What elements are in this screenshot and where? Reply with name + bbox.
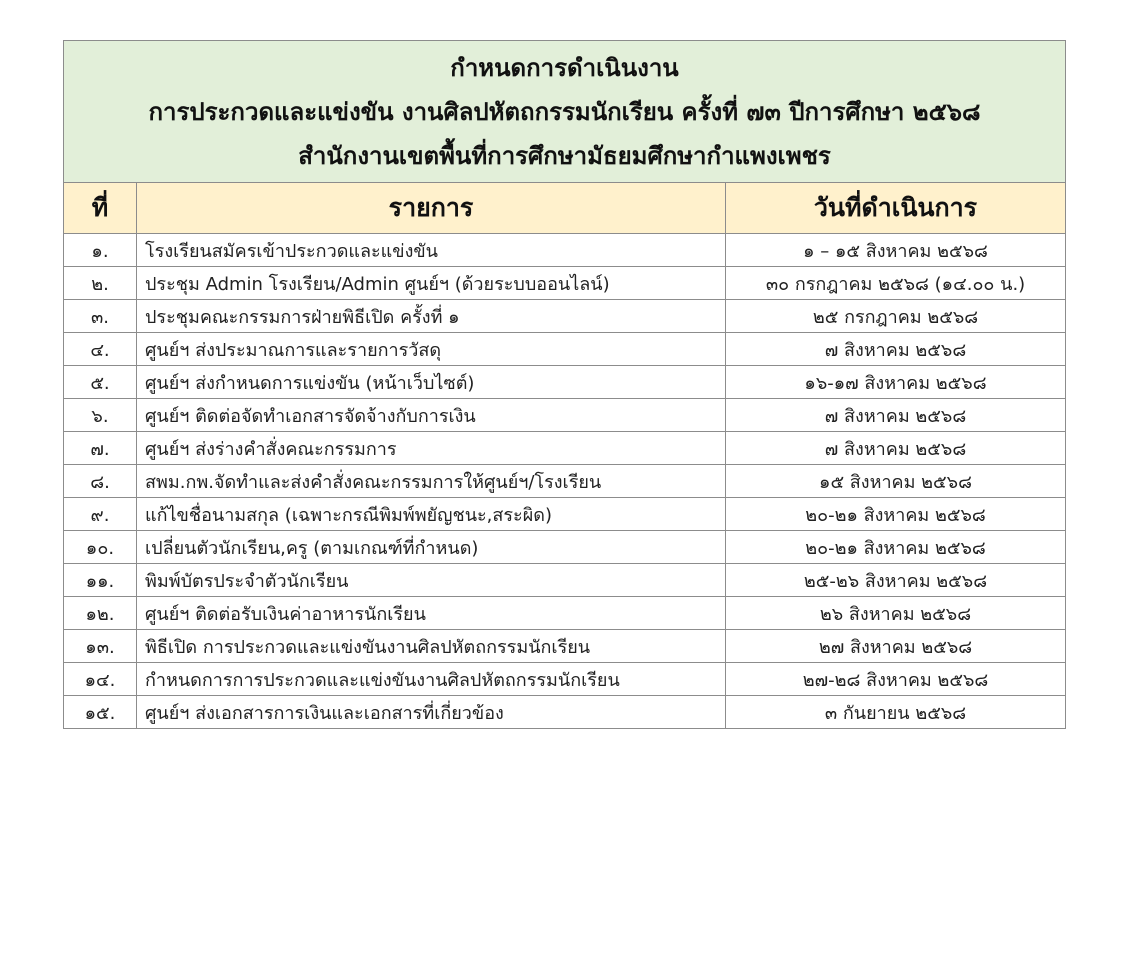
table-row bbox=[64, 630, 1066, 663]
row-number: ๑๕. bbox=[64, 696, 137, 729]
row-item: พิมพ์บัตรประจำตัวนักเรียน bbox=[137, 564, 726, 597]
document-title bbox=[64, 41, 1066, 183]
row-number: ๔. bbox=[64, 333, 137, 366]
row-item: ศูนย์ฯ ส่งร่างคำสั่งคณะกรรมการ bbox=[137, 432, 726, 465]
row-item: พิธีเปิด การประกวดและแข่งขันงานศิลปหัตถกรรมนักเรียน bbox=[137, 630, 726, 663]
row-number: ๕. bbox=[64, 366, 137, 399]
schedule-table bbox=[63, 40, 1066, 729]
row-date: ๗ สิงหาคม ๒๕๖๘ bbox=[726, 399, 1066, 432]
column-header-date: วันที่ดำเนินการ bbox=[726, 183, 1066, 234]
row-date: ๒๖ สิงหาคม ๒๕๖๘ bbox=[726, 597, 1066, 630]
row-date: ๗ สิงหาคม ๒๕๖๘ bbox=[726, 432, 1066, 465]
row-item: สพม.กพ.จัดทำและส่งคำสั่งคณะกรรมการให้ศูนย์ฯ/โรงเรียน bbox=[137, 465, 726, 498]
table-row bbox=[64, 366, 1066, 399]
row-number: ๗. bbox=[64, 432, 137, 465]
table-row bbox=[64, 564, 1066, 597]
row-number: ๑. bbox=[64, 234, 137, 267]
row-date: ๑ – ๑๕ สิงหาคม ๒๕๖๘ bbox=[726, 234, 1066, 267]
row-number: ๓. bbox=[64, 300, 137, 333]
schedule-body bbox=[64, 234, 1066, 729]
row-date: ๒๕ กรกฎาคม ๒๕๖๘ bbox=[726, 300, 1066, 333]
column-header-no: ที่ bbox=[64, 183, 137, 234]
row-item: ศูนย์ฯ ติดต่อรับเงินค่าอาหารนักเรียน bbox=[137, 597, 726, 630]
title-row bbox=[64, 41, 1066, 183]
row-date: ๒๕-๒๖ สิงหาคม ๒๕๖๘ bbox=[726, 564, 1066, 597]
title-line-2: การประกวดและแข่งขัน งานศิลปหัตถกรรมนักเรียน ครั้งที่ ๗๓ ปีการศึกษา ๒๕๖๘ bbox=[148, 97, 981, 126]
row-item: แก้ไขชื่อนามสกุล (เฉพาะกรณีพิมพ์พยัญชนะ,สระผิด) bbox=[137, 498, 726, 531]
column-header-row bbox=[64, 183, 1066, 234]
row-item: ศูนย์ฯ ส่งประมาณการและรายการวัสดุ bbox=[137, 333, 726, 366]
table-row bbox=[64, 300, 1066, 333]
table-row bbox=[64, 333, 1066, 366]
row-number: ๑๒. bbox=[64, 597, 137, 630]
table-row bbox=[64, 234, 1066, 267]
row-number: ๘. bbox=[64, 465, 137, 498]
table-row bbox=[64, 465, 1066, 498]
row-item: เปลี่ยนตัวนักเรียน,ครู (ตามเกณฑ์ที่กำหนด) bbox=[137, 531, 726, 564]
row-item: ศูนย์ฯ ส่งกำหนดการแข่งขัน (หน้าเว็บไซต์) bbox=[137, 366, 726, 399]
row-date: ๒๐-๒๑ สิงหาคม ๒๕๖๘ bbox=[726, 531, 1066, 564]
row-number: ๑๔. bbox=[64, 663, 137, 696]
title-line-1: กำหนดการดำเนินงาน bbox=[450, 53, 679, 82]
table-row bbox=[64, 498, 1066, 531]
row-item: ประชุมคณะกรรมการฝ่ายพิธีเปิด ครั้งที่ ๑ bbox=[137, 300, 726, 333]
row-date: ๑๖-๑๗ สิงหาคม ๒๕๖๘ bbox=[726, 366, 1066, 399]
row-date: ๑๕ สิงหาคม ๒๕๖๘ bbox=[726, 465, 1066, 498]
row-item: โรงเรียนสมัครเข้าประกวดและแข่งขัน bbox=[137, 234, 726, 267]
row-number: ๙. bbox=[64, 498, 137, 531]
row-item: ศูนย์ฯ ส่งเอกสารการเงินและเอกสารที่เกี่ยวข้อง bbox=[137, 696, 726, 729]
table-row bbox=[64, 663, 1066, 696]
row-number: ๒. bbox=[64, 267, 137, 300]
row-number: ๑๑. bbox=[64, 564, 137, 597]
row-date: ๓ กันยายน ๒๕๖๘ bbox=[726, 696, 1066, 729]
table-row bbox=[64, 696, 1066, 729]
row-number: ๑๓. bbox=[64, 630, 137, 663]
row-item: ศูนย์ฯ ติดต่อจัดทำเอกสารจัดจ้างกับการเงิน bbox=[137, 399, 726, 432]
row-number: ๖. bbox=[64, 399, 137, 432]
row-date: ๒๐-๒๑ สิงหาคม ๒๕๖๘ bbox=[726, 498, 1066, 531]
row-item: กำหนดการการประกวดและแข่งขันงานศิลปหัตถกรรมนักเรียน bbox=[137, 663, 726, 696]
column-header-item: รายการ bbox=[137, 183, 726, 234]
table-row bbox=[64, 531, 1066, 564]
row-date: ๗ สิงหาคม ๒๕๖๘ bbox=[726, 333, 1066, 366]
row-date: ๒๗-๒๘ สิงหาคม ๒๕๖๘ bbox=[726, 663, 1066, 696]
table-row bbox=[64, 597, 1066, 630]
row-date: ๒๗ สิงหาคม ๒๕๖๘ bbox=[726, 630, 1066, 663]
row-date: ๓๐ กรกฎาคม ๒๕๖๘ (๑๔.๐๐ น.) bbox=[726, 267, 1066, 300]
title-line-3: สำนักงานเขตพื้นที่การศึกษามัธยมศึกษากำแพงเพชร bbox=[298, 141, 831, 170]
row-number: ๑๐. bbox=[64, 531, 137, 564]
table-row bbox=[64, 399, 1066, 432]
table-row bbox=[64, 432, 1066, 465]
table-row bbox=[64, 267, 1066, 300]
row-item: ประชุม Admin โรงเรียน/Admin ศูนย์ฯ (ด้วยระบบออนไลน์) bbox=[137, 267, 726, 300]
